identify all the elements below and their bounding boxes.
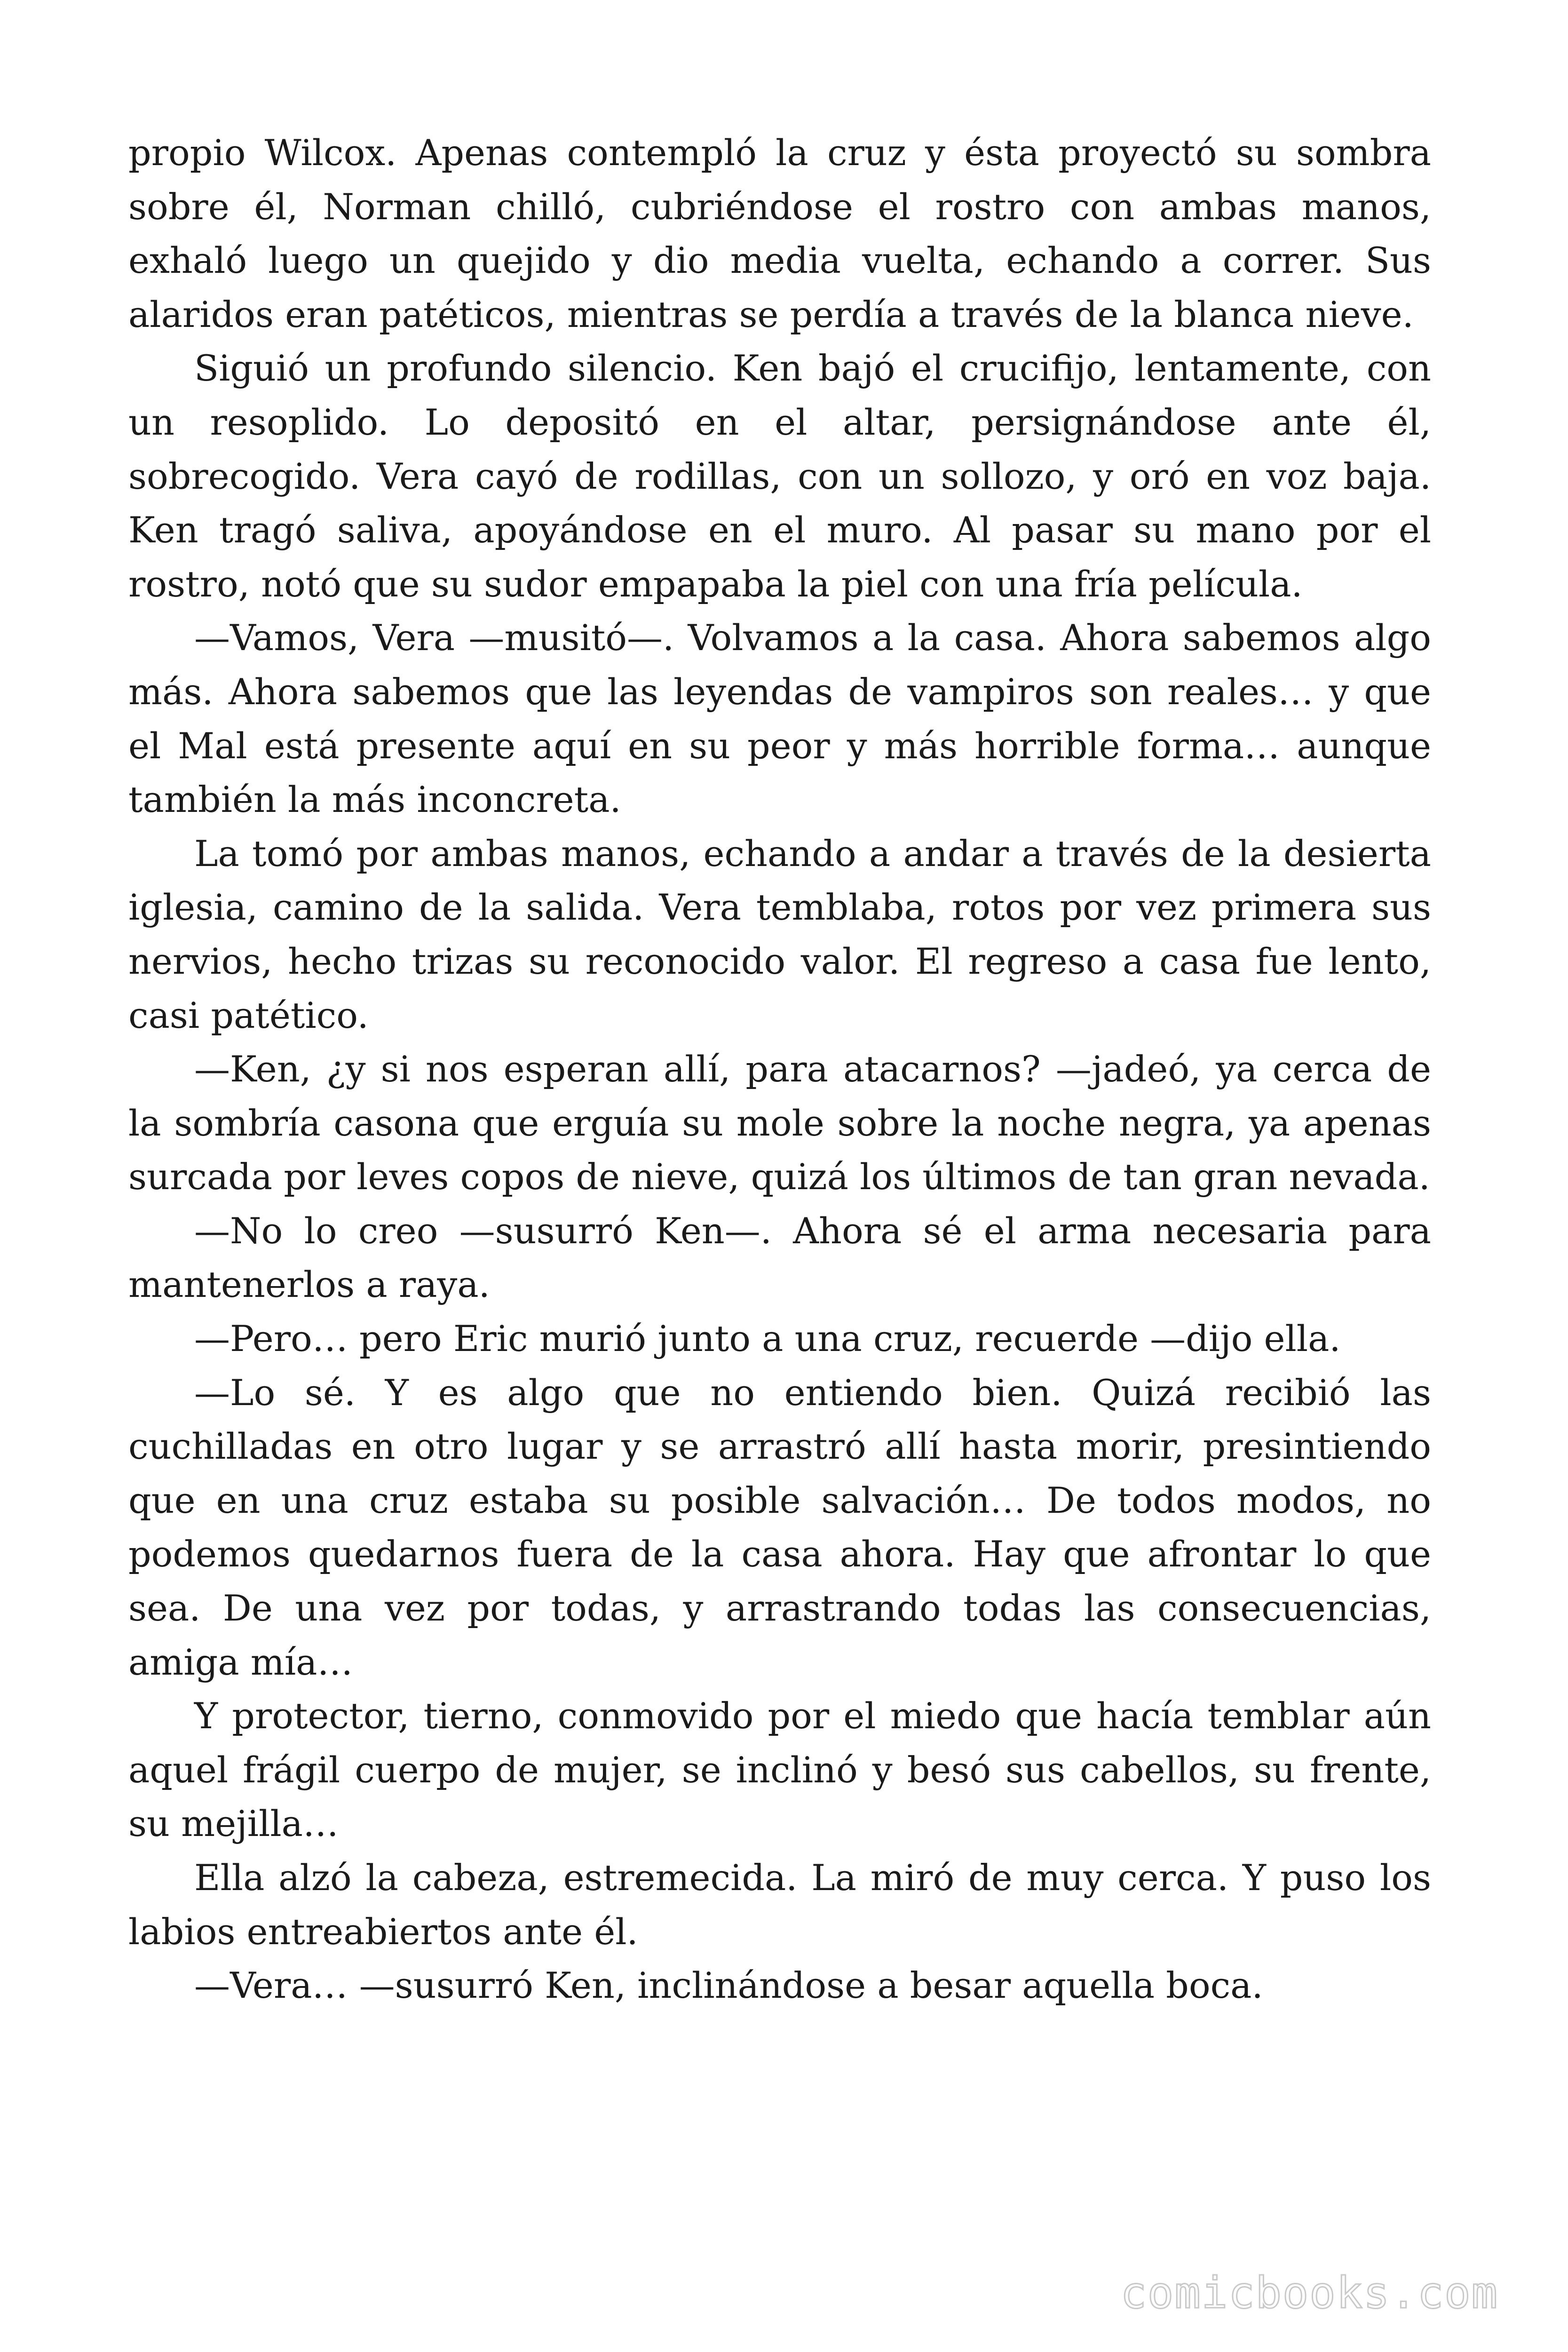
paragraph: —Vera… —susurró Ken, inclinándose a besar aquella boca. — [194, 1964, 1263, 2007]
paragraph: Siguió un profundo silencio. Ken bajó el crucifijo, lentamente, con un resoplido. Lo depositó en el altar, persignándose ante él, sobrecogido. Vera cayó de rodillas, con un sollozo, y oró en voz baja. Ken tragó saliva, apoyándose en el muro. Al pasar su mano por el rostro, notó que su sudor empapaba la piel con una fría película. — [128, 347, 1431, 605]
paragraph: Ella alzó la cabeza, estremecida. La miró de muy cerca. Y puso los labios entreabiertos ante él. — [128, 1857, 1431, 1953]
paragraph: Y protector, tierno, conmovido por el miedo que hacía temblar aún aquel frágil cuerpo de mujer, se inclinó y besó sus cabellos, su frente, su mejilla… — [128, 1695, 1431, 1845]
watermark: comicbooks.com — [1120, 2268, 1498, 2318]
paragraph: —Pero… pero Eric murió junto a una cruz, recuerde —dijo ella. — [194, 1318, 1341, 1360]
paragraph: —Lo sé. Y es algo que no entiendo bien. Quizá recibió las cuchilladas en otro lugar y se arrastró allí hasta morir, presintiendo que en una cruz estaba su posible salvación… De todos modos, no podemos quedarnos fuera de la casa ahora. Hay que afrontar lo que sea. De una vez por todas, y arrastrando todas las consecuencias, amiga mía… — [128, 1371, 1431, 1683]
paragraph: La tomó por ambas manos, echando a andar a través de la desierta iglesia, camino de la salida. Vera temblaba, rotos por vez primera sus nervios, hecho trizas su reconocido valor. El regreso a casa fue lento, casi patético. — [128, 832, 1431, 1036]
paragraph: —No lo creo —susurró Ken—. Ahora sé el arma necesaria para mantenerlos a raya. — [128, 1209, 1431, 1306]
paragraph: propio Wilcox. Apenas contempló la cruz y ésta proyectó su sombra sobre él, Norman chilló, cubriéndose el rostro con ambas manos, exhaló luego un quejido y dio media vuelta, echando a correr. Sus alaridos eran patéticos, mientras se perdía a través de la blanca nieve. — [128, 132, 1431, 335]
paragraph: —Vamos, Vera —musitó—. Volvamos a la casa. Ahora sabemos algo más. Ahora sabemos que las leyendas de vampiros son reales… y que el Mal está presente aquí en su peor y más horrible forma… aunque también la más inconcreta. — [128, 617, 1431, 821]
paragraph: —Ken, ¿y si nos esperan allí, para atacarnos? —jadeó, ya cerca de la sombría casona que erguía su mole sobre la noche negra, ya apenas surcada por leves copos de nieve, quizá los últimos de tan gran nevada. — [128, 1048, 1431, 1198]
body-text — [128, 126, 1431, 2013]
